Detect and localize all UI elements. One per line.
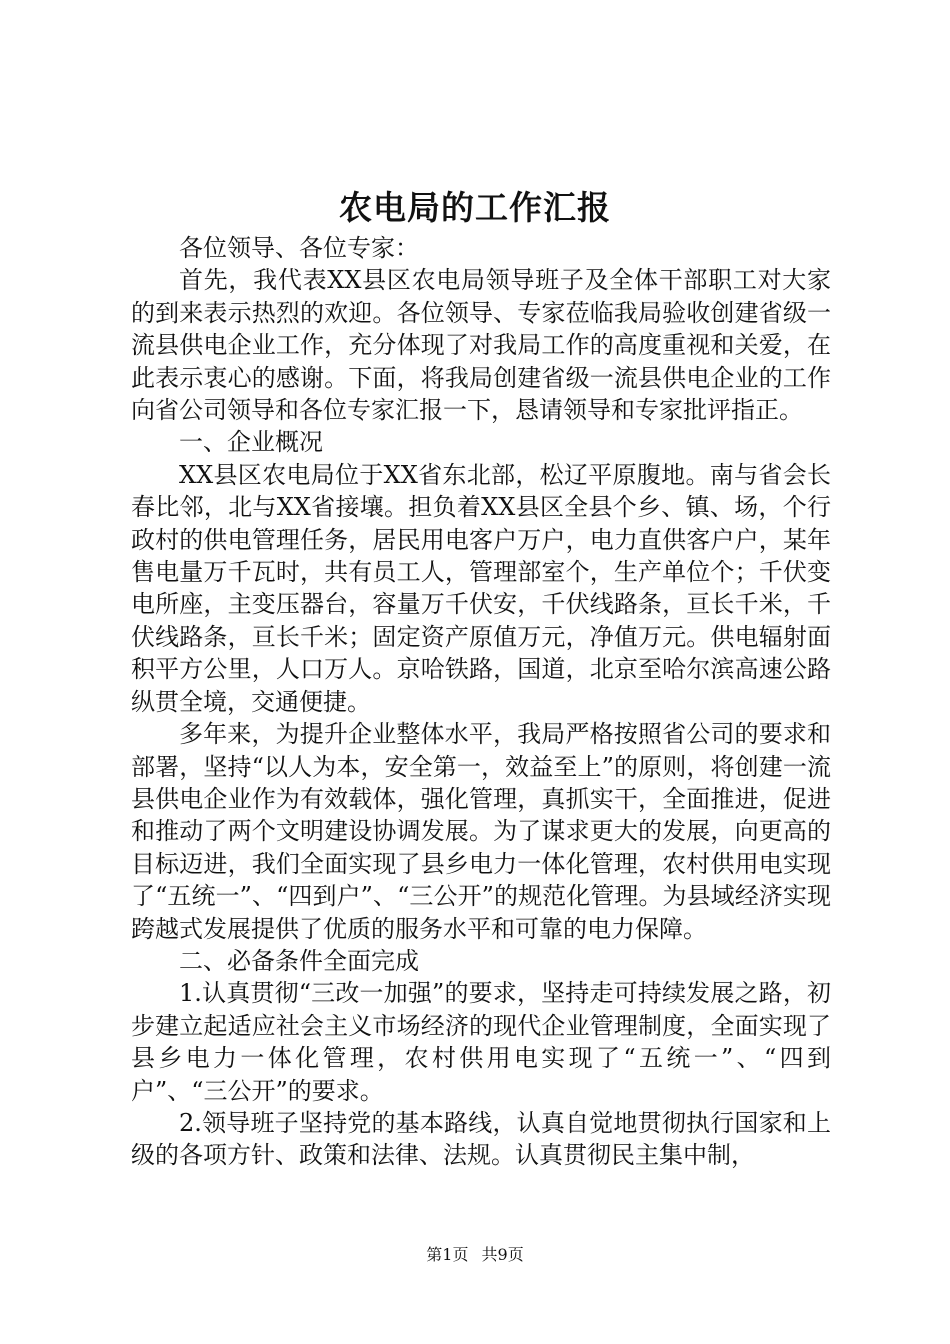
body-paragraph: 多年来，为提升企业整体水平，我局严格按照省公司的要求和部署，坚持“以人为本，安全第一，效益至上”的原则，将创建一流县供电企业作为有效载体，强化管理，真抓实干，全面推进，促进和推动了两个文明建设协调发展。为了谋求更大的发展，向更高的目标迈进，我们全面实现了县乡电力一体化管理，农村供用电实现了“五统一”、“四到户”、“三公开”的规范化管理。为县域经济实现跨越式发展提供了优质的服务水平和可靠的电力保障。 (131, 720, 831, 943)
page-number: 第1页 (426, 1245, 469, 1264)
section-heading: 一、企业概况 (179, 428, 323, 457)
document-body (131, 232, 831, 1172)
list-item: 1.认真贯彻“三改一加强”的要求，坚持走可持续发展之路，初步建立起适应社会主义市场经济的现代企业管理制度，全面实现了县乡电力一体化管理，农村供用电实现了“五统一”、“四到户”、“三公开”的要求。 (131, 979, 831, 1105)
document-title: 农电局的工作汇报 (339, 188, 611, 227)
body-paragraph: 首先，我代表XX县区农电局领导班子及全体干部职工对大家的到来表示热烈的欢迎。各位领导、专家莅临我局验收创建省级一流县供电企业工作，充分体现了对我局工作的高度重视和关爱，在此表示衷心的感谢。下面，将我局创建省级一流县供电企业的工作向省公司领导和各位专家汇报一下，恳请领导和专家批评指正。 (131, 266, 831, 425)
list-item: 2.领导班子坚持党的基本路线，认真自觉地贯彻执行国家和上级的各项方针、政策和法律、法规。认真贯彻民主集中制， (131, 1108, 831, 1170)
salutation: 各位领导、各位专家： (179, 234, 419, 262)
body-paragraph: XX县区农电局位于XX省东北部，松辽平原腹地。南与省会长春比邻，北与XX省接壤。担负着XX县区全县个乡、镇、场，个行政村的供电管理任务，居民用电客户万户，电力直供客户户，某年售电量万千瓦时，共有员工人，管理部室个，生产单位个；千伏变电所座，主变压器台，容量万千伏安，千伏线路条，亘长千米，千伏线路条，亘长千米；固定资产原值万元，净值万元。供电辐射面积平方公里，人口万人。京哈铁路，国道，北京至哈尔滨高速公路纵贯全境，交通便捷。 (131, 460, 831, 716)
section-heading: 二、必备条件全面完成 (179, 946, 419, 975)
page-footer (0, 1245, 950, 1265)
page-total: 共9页 (481, 1245, 524, 1264)
